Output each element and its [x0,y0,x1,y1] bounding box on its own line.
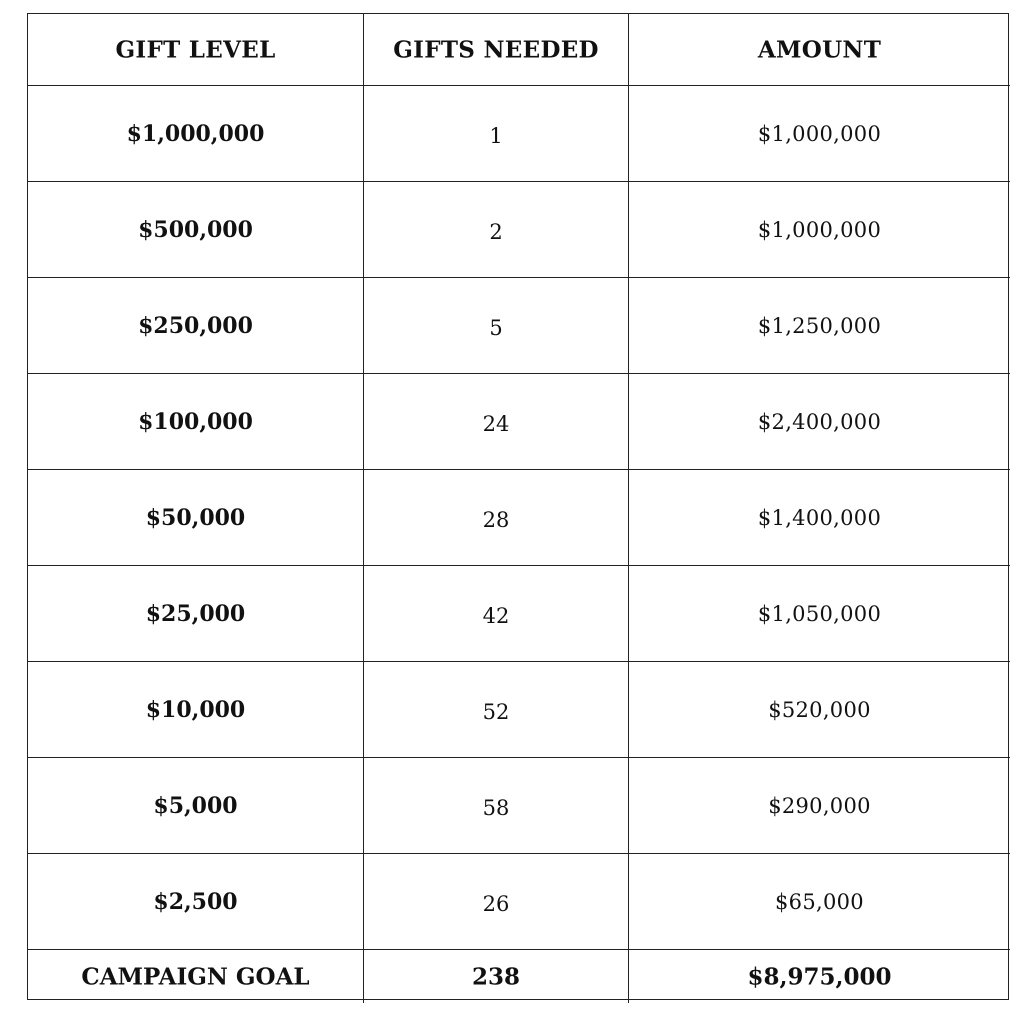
row-4-gifts-needed [364,470,629,566]
gift-level-value: $10,000 [145,696,246,723]
gift-level-value: $250,000 [138,312,253,339]
gifts-needed-value: 5 [489,316,503,340]
row-6-gifts-needed [364,662,629,758]
total-amount: $8,975,000 [747,963,892,990]
gift-level-value: $2,500 [153,888,238,915]
amount-value: $1,000,000 [757,217,882,242]
row-4-gift-level [28,470,364,566]
row-2-amount [629,278,1010,374]
gifts-needed-value: 26 [482,892,510,916]
row-3-amount [629,374,1010,470]
row-5-gift-level [28,566,364,662]
gift-level-value: $500,000 [138,216,253,243]
header-gift-level-text: GIFT LEVEL [115,36,276,63]
gift-level-value: $50,000 [145,504,246,531]
row-8-gifts-needed [364,854,629,950]
row-0-amount [629,86,1010,182]
amount-value: $65,000 [775,889,864,914]
row-5-amount [629,566,1010,662]
gift-level-value: $25,000 [145,600,246,627]
row-1-gift-level [28,182,364,278]
gift-level-value: $5,000 [153,792,238,819]
header-amount-text: AMOUNT [757,36,882,63]
row-7-gifts-needed [364,758,629,854]
header-gift-level [28,14,364,86]
total-gifts-needed: 238 [471,963,520,990]
amount-value: $1,000,000 [757,121,882,146]
row-6-gift-level [28,662,364,758]
gifts-needed-value: 58 [482,796,510,820]
total-amount-cell [629,950,1010,1003]
total-needed-cell [364,950,629,1003]
gift-level-value: $100,000 [138,408,253,435]
amount-value: $1,050,000 [757,601,882,626]
total-label-cell [28,950,364,1003]
row-0-gifts-needed [364,86,629,182]
amount-value: $290,000 [768,793,871,818]
row-1-gifts-needed [364,182,629,278]
header-gifts-needed-text: GIFTS NEEDED [393,36,599,63]
gift-table [27,13,1009,1000]
row-5-gifts-needed [364,566,629,662]
amount-value: $1,400,000 [757,505,882,530]
header-amount [629,14,1010,86]
amount-value: $2,400,000 [757,409,882,434]
row-6-amount [629,662,1010,758]
campaign-goal-label: CAMPAIGN GOAL [81,963,310,990]
row-8-amount [629,854,1010,950]
gifts-needed-value: 52 [482,700,510,724]
gifts-needed-value: 28 [482,508,510,532]
gifts-needed-value: 42 [482,604,510,628]
row-2-gifts-needed [364,278,629,374]
amount-value: $520,000 [768,697,871,722]
row-1-amount [629,182,1010,278]
row-7-amount [629,758,1010,854]
header-gifts-needed [364,14,629,86]
row-0-gift-level [28,86,364,182]
row-8-gift-level [28,854,364,950]
row-7-gift-level [28,758,364,854]
amount-value: $1,250,000 [757,313,882,338]
gift-level-value: $1,000,000 [126,120,265,147]
row-3-gift-level [28,374,364,470]
gifts-needed-value: 2 [489,220,503,244]
row-3-gifts-needed [364,374,629,470]
row-2-gift-level [28,278,364,374]
gifts-needed-value: 1 [489,124,503,148]
row-4-amount [629,470,1010,566]
gifts-needed-value: 24 [482,412,510,436]
